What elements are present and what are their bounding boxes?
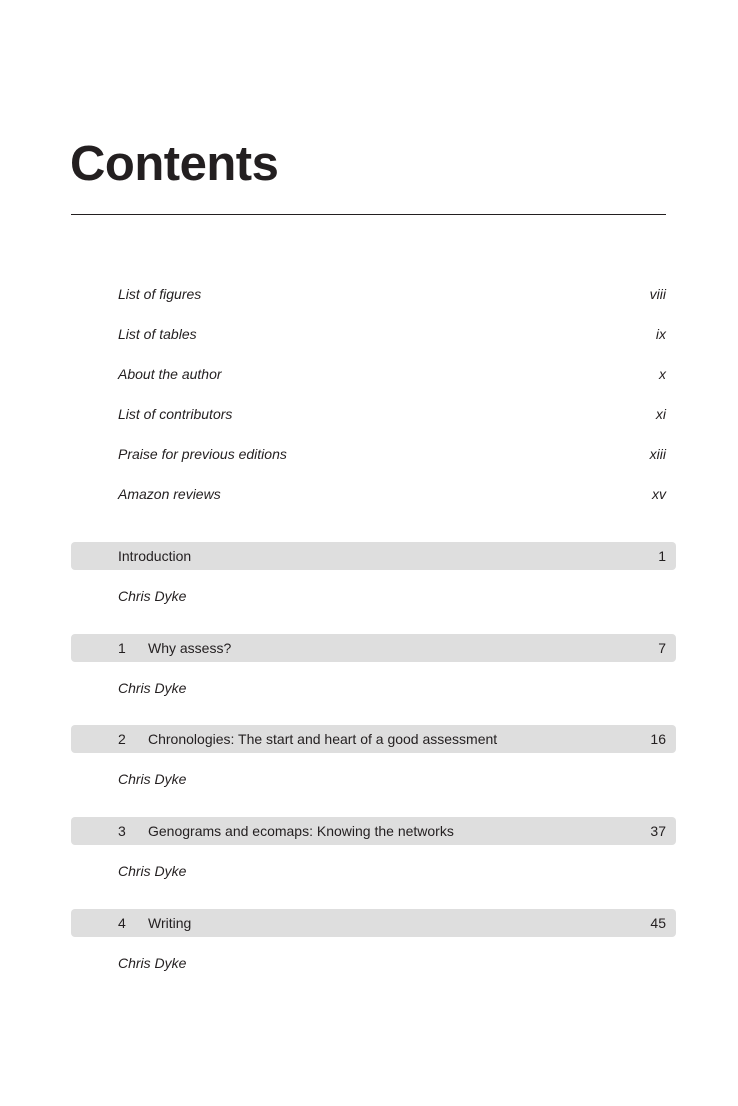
chapter-heading-bar[interactable] [71, 909, 676, 937]
toc-entry[interactable] [118, 282, 666, 322]
chapter-entry [71, 817, 676, 909]
entry-page: ix [655, 326, 666, 342]
chapter-heading-bar[interactable] [71, 634, 676, 662]
entry-page: x [659, 366, 666, 382]
toc-entry[interactable] [118, 322, 666, 362]
chapter-number: 2 [118, 731, 126, 748]
entry-page: xv [652, 486, 666, 502]
entry-title: List of figures [118, 286, 202, 302]
entry-page: viii [649, 286, 666, 302]
chapter-number: 3 [118, 823, 126, 840]
chapter-heading-bar[interactable] [71, 542, 676, 570]
chapter-author: Chris Dyke [118, 588, 187, 604]
entry-title: List of tables [118, 326, 197, 342]
entry-title: About the author [118, 366, 222, 382]
chapter-page: 37 [650, 823, 666, 840]
chapter-title: Genograms and ecomaps: Knowing the networks [148, 823, 454, 840]
chapter-title: Chronologies: The start and heart of a good assessment [148, 731, 498, 748]
chapter-title: Writing [148, 914, 192, 931]
chapter-number: 4 [118, 914, 126, 931]
chapter-page: 45 [650, 914, 666, 931]
chapter-title: Why assess? [148, 639, 232, 656]
chapter-page: 7 [658, 639, 666, 656]
chapter-author: Chris Dyke [118, 679, 187, 696]
chapter-heading-bar[interactable] [71, 725, 676, 753]
entry-page: xiii [649, 446, 666, 462]
chapter-title: Introduction [118, 548, 192, 564]
chapter-list [71, 542, 676, 1000]
chapter-entry [71, 542, 676, 634]
title-rule [71, 214, 666, 215]
chapter-author: Chris Dyke [118, 771, 187, 788]
page-title: Contents [70, 137, 279, 191]
chapter-heading-bar[interactable] [71, 817, 676, 845]
entry-title: Praise for previous editions [118, 446, 287, 462]
entry-title: List of contributors [118, 406, 233, 422]
chapter-entry [71, 725, 676, 817]
toc-entry[interactable] [118, 402, 666, 442]
chapter-entry [71, 634, 676, 726]
chapter-number: 1 [118, 639, 126, 656]
chapter-page: 16 [650, 731, 666, 748]
chapter-author: Chris Dyke [118, 954, 187, 971]
toc-entry[interactable] [118, 482, 666, 522]
entry-title: Amazon reviews [118, 486, 221, 502]
entry-page: xi [655, 406, 666, 422]
chapter-page: 1 [658, 548, 666, 564]
toc-entry[interactable] [118, 442, 666, 482]
chapter-author: Chris Dyke [118, 863, 187, 880]
toc-entry[interactable] [118, 362, 666, 402]
chapter-entry [71, 909, 676, 1001]
front-matter-list [118, 282, 666, 522]
